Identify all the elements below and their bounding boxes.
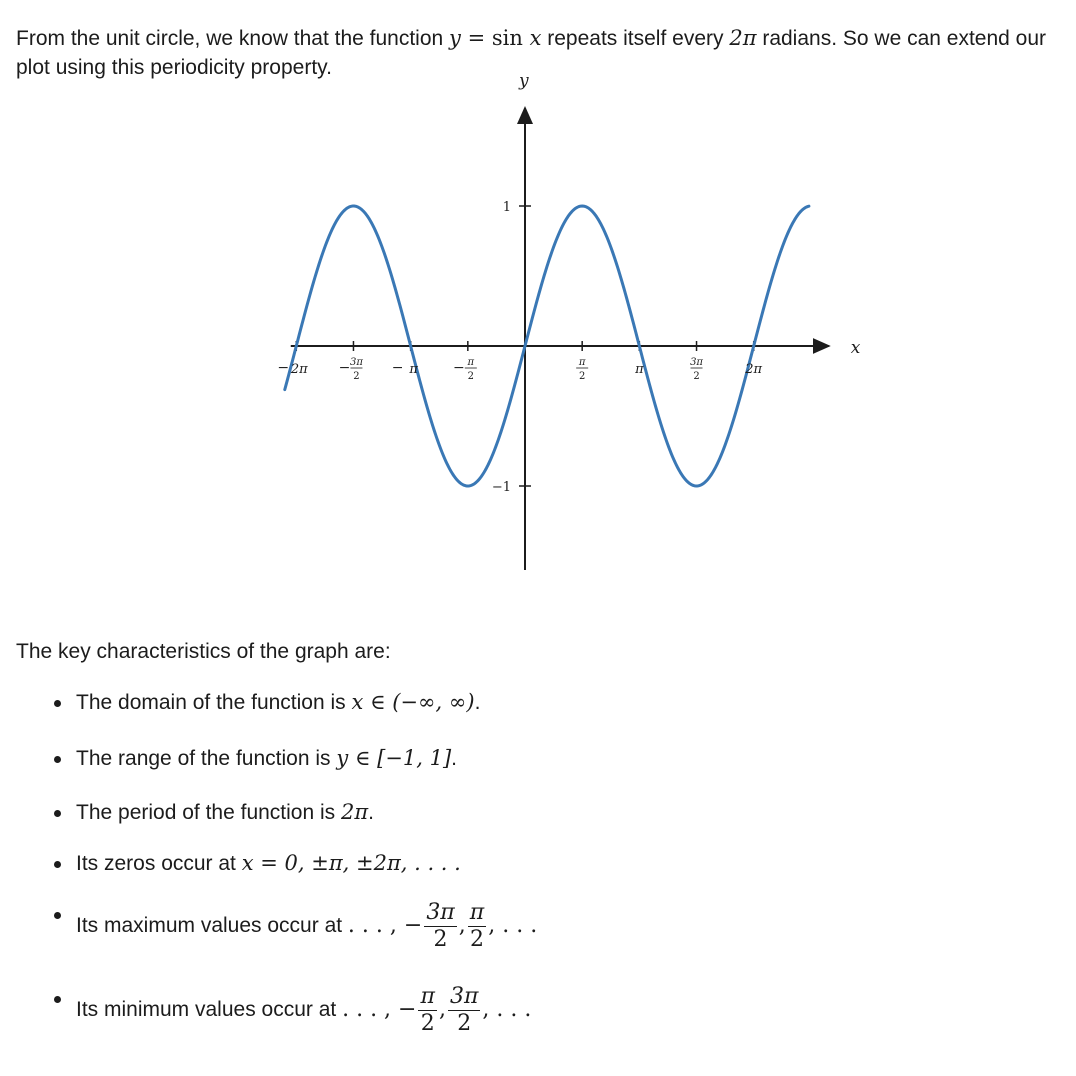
domain-math: x ∈ (−∞, ∞) <box>351 690 475 714</box>
zeros-text: Its zeros occur at <box>76 852 242 875</box>
domain-text: The domain of the function is <box>76 691 352 714</box>
x-tick-label <box>339 357 364 382</box>
minimum-f1-den: 2 <box>420 1011 435 1036</box>
math-period: 2π <box>729 26 757 50</box>
x-tick-den: 2 <box>467 371 475 382</box>
domain-end: . <box>474 691 481 714</box>
intro-text-1: From the unit circle, we know that the function <box>16 27 450 50</box>
y-tick-label: −1 <box>491 480 511 495</box>
range-math: y ∈ [−1, 1] <box>336 746 452 770</box>
list-item-range <box>54 744 457 773</box>
y-axis-label: y <box>519 71 529 91</box>
x-tick-num: 3π <box>690 357 704 368</box>
x-tick-num: π <box>467 357 475 368</box>
zeros-math: x = 0, ±π, ±2π, . . . . <box>241 851 461 875</box>
x-tick-label <box>744 362 762 377</box>
period-math: 2π <box>341 800 369 824</box>
range-end: . <box>451 747 457 770</box>
minimum-sep: , <box>438 997 446 1023</box>
x-tick-num: π <box>578 357 586 368</box>
math-x: x <box>529 26 542 50</box>
list-item-zeros <box>54 849 461 878</box>
x-tick-den: 2 <box>578 371 586 382</box>
maximum-f1-num: 3π <box>426 900 455 925</box>
x-tick-den: 2 <box>693 371 700 382</box>
maximum-f2-den: 2 <box>470 927 485 952</box>
intro-text-2: repeats itself every <box>541 27 730 50</box>
range-text: The range of the function is <box>76 747 337 770</box>
x-tick-minus: − <box>391 360 404 376</box>
minimum-fraction-2 <box>448 984 480 1037</box>
x-tick-label <box>277 360 308 377</box>
minimum-prefix: . . . , − <box>342 997 417 1023</box>
y-tick-label: 1 <box>502 200 511 215</box>
x-tick-minus: − <box>277 360 290 376</box>
math-y: y <box>449 26 461 50</box>
minimum-fraction-1 <box>418 984 436 1037</box>
x-tick-label <box>453 357 477 382</box>
x-tick-num: 2π <box>745 362 763 377</box>
math-eq: = sin <box>460 26 530 50</box>
x-tick-label <box>690 357 703 382</box>
minimum-text: Its minimum values occur at <box>76 998 343 1022</box>
x-tick-label <box>576 357 588 382</box>
minimum-f2-num: 3π <box>449 984 479 1009</box>
x-tick-num: 3π <box>349 357 363 368</box>
maximum-fraction-2 <box>468 900 486 953</box>
period-end: . <box>368 801 375 824</box>
maximum-sep: , <box>458 913 466 939</box>
maximum-f1-den: 2 <box>433 927 448 952</box>
list-item-domain <box>54 688 480 717</box>
x-tick-num: π <box>635 362 644 377</box>
maximum-text: Its maximum values occur at <box>76 914 348 938</box>
period-text: The period of the function is <box>76 801 341 824</box>
minimum-f1-num: π <box>420 984 435 1009</box>
x-tick-num: 2π <box>290 362 308 377</box>
maximum-f2-num: π <box>469 900 485 925</box>
maximum-prefix: . . . , − <box>347 913 423 939</box>
minimum-suffix: , . . . <box>482 997 532 1023</box>
x-axis-label: x <box>850 338 861 358</box>
x-tick-minus: − <box>338 360 351 376</box>
maximum-fraction-1 <box>424 900 456 953</box>
list-item-maximum <box>54 900 537 953</box>
x-tick-minus: − <box>452 360 465 376</box>
list-item-minimum <box>54 984 531 1037</box>
maximum-suffix: , . . . <box>488 913 538 939</box>
characteristics-heading: The key characteristics of the graph are: <box>16 640 391 663</box>
x-tick-den: 2 <box>353 371 360 382</box>
minimum-f2-den: 2 <box>457 1011 472 1036</box>
x-tick-label <box>392 360 419 377</box>
x-tick-num: π <box>409 362 418 377</box>
list-item-period <box>54 798 374 827</box>
intro-text-3: radians. So we can extend our plot using this periodicity property. <box>16 27 1047 79</box>
x-tick-label <box>634 362 644 377</box>
